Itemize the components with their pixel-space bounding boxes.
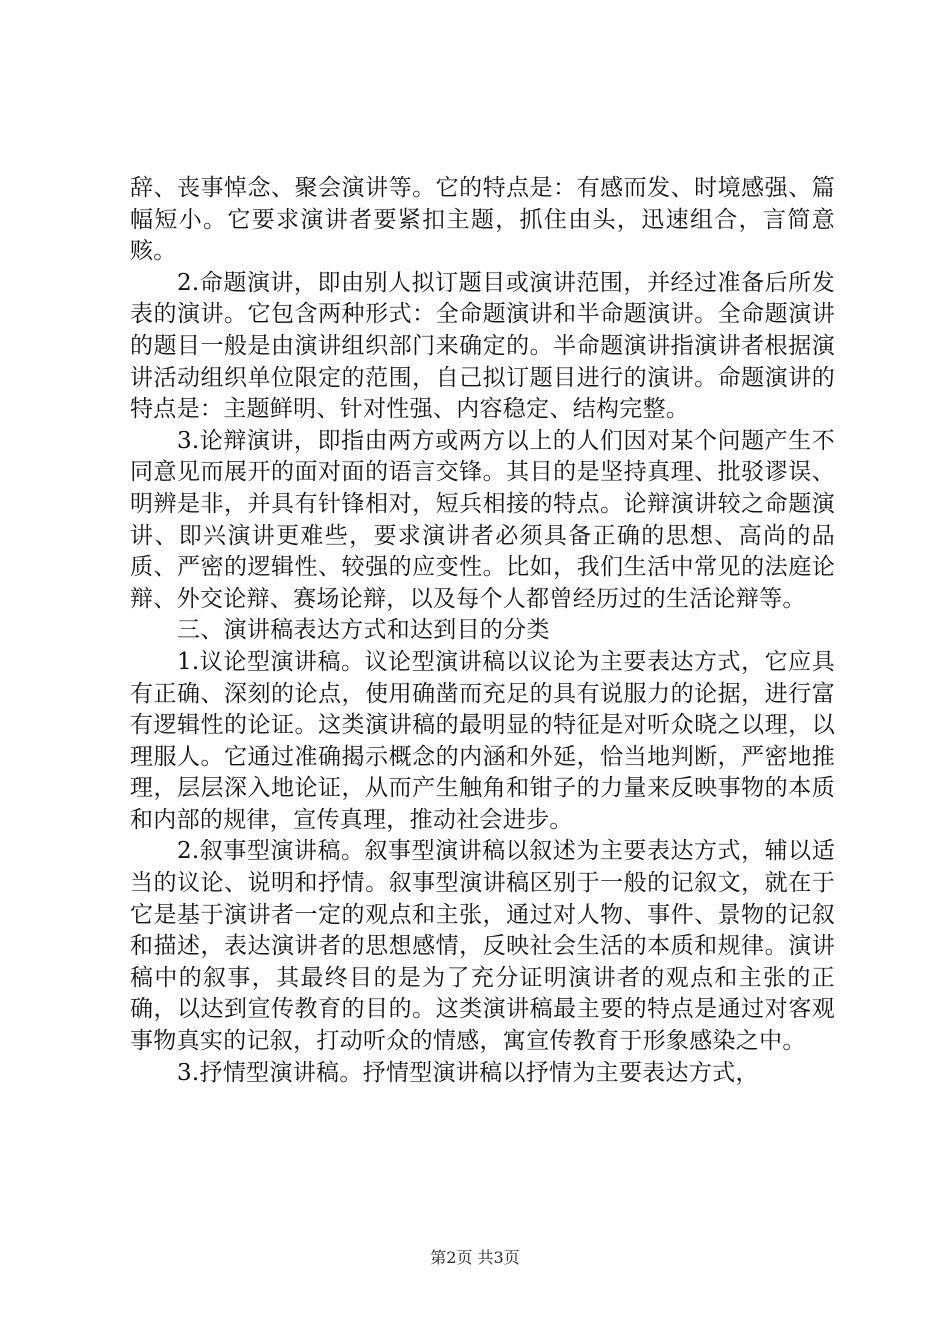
paragraph-6: 2.叙事型演讲稿。叙事型演讲稿以叙述为主要表达方式，辅以适当的议论、说明和抒情。叙事型演讲稿区别于一般的记叙文，就在于它是基于演讲者一定的观点和主张，通过对人物、事件、景物的记叙和描述，表达演讲者的思想感情，反映社会生活的本质和规律。演讲稿中的叙事，其最终目的是为了充分证明演讲者的观点和主张的正确，以达到宣传教育的目的。这类演讲稿最主要的特点是通过对客观事物真实的记叙，打动听众的情感，寓宣传教育于形象感染之中。	[130, 838, 835, 1055]
paragraph-3: 3.论辩演讲，即指由两方或两方以上的人们因对某个问题产生不同意见而展开的面对面的语言交锋。其目的是坚持真理、批驳谬误、明辨是非，并具有针锋相对，短兵相接的特点。论辩演讲较之命题演讲、即兴演讲更难些，要求演讲者必须具备正确的思想、高尚的品质、严密的逻辑性、较强的应变性。比如，我们生活中常见的法庭论辩、外交论辩、赛场论辩，以及每个人都曾经历过的生活论辩等。	[130, 427, 835, 612]
paragraph-7: 3.抒情型演讲稿。抒情型演讲稿以抒情为主要表达方式，	[177, 1059, 759, 1086]
document-body	[130, 173, 835, 1089]
section-heading: 三、演讲稿表达方式和达到目的分类	[177, 617, 550, 644]
paragraph-1: 辞、丧事悼念、聚会演讲等。它的特点是：有感而发、时境感强、篇幅短小。它要求演讲者要紧扣主题，抓住由头，迅速组合，言简意赅。	[130, 175, 835, 265]
paragraph-2: 2.命题演讲，即由别人拟订题目或演讲范围，并经过准备后所发表的演讲。它包含两种形式：全命题演讲和半命题演讲。全命题演讲的题目一般是由演讲组织部门来确定的。半命题演讲指演讲者根据演讲活动组织单位限定的范围，自己拟订题目进行的演讲。命题演讲的特点是：主题鲜明、针对性强、内容稳定、结构完整。	[130, 269, 835, 423]
paragraph-5: 1.议论型演讲稿。议论型演讲稿以议论为主要表达方式，它应具有正确、深刻的论点，使用确凿而充足的具有说服力的论据，进行富有逻辑性的论证。这类演讲稿的最明显的特征是对听众晓之以理，以理服人。它通过准确揭示概念的内涵和外延，恰当地判断，严密地推理，层层深入地论证，从而产生触角和钳子的力量来反映事物的本质和内部的规律，宣传真理，推动社会进步。	[130, 648, 835, 833]
page-footer: 第2页 共3页	[430, 1248, 520, 1267]
